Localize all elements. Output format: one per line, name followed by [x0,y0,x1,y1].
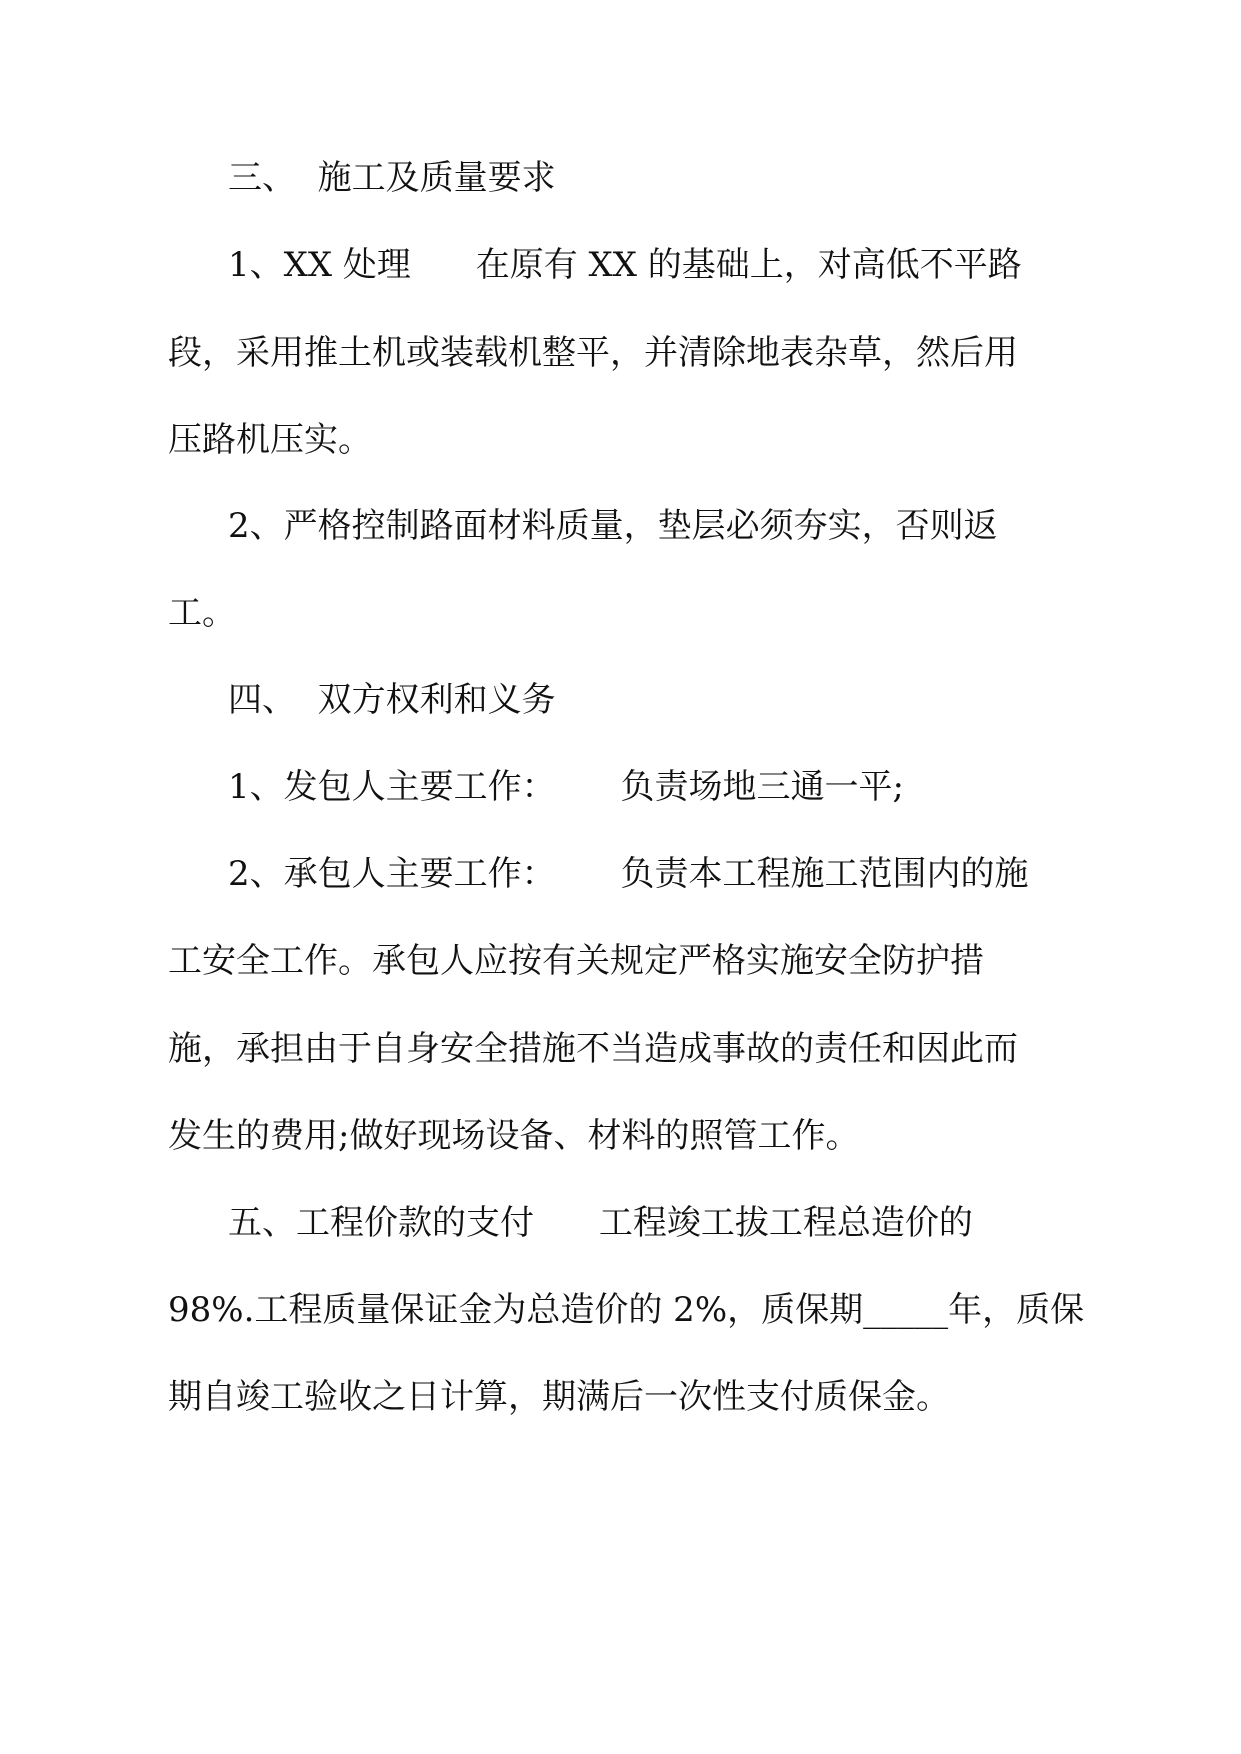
section-4-heading: 四、 双方权利和义务 [228,680,556,720]
section-4-item-1-line-1: 1、发包人主要工作： 负责场地三通一平; [228,767,904,807]
section-4-item-2-line-4: 发生的费用;做好现场设备、材料的照管工作。 [168,1116,860,1156]
section-3-item-1-line-3: 压路机压实。 [168,420,372,460]
section-4-item-2-line-1: 2、承包人主要工作： 负责本工程施工范围内的施 [228,854,1029,894]
section-3-item-2-line-1: 2、严格控制路面材料质量，垫层必须夯实，否则返 [228,506,998,546]
section-5-line-2: 98%.工程质量保证金为总造价的 2%，质保期_____年，质保 [168,1290,1085,1330]
section-4-item-2-line-2: 工安全工作。承包人应按有关规定严格实施安全防护措 [168,941,984,981]
section-3-item-1-line-2: 段，采用推土机或装载机整平，并清除地表杂草，然后用 [168,333,1018,373]
section-5-line-3: 期自竣工验收之日计算，期满后一次性支付质保金。 [168,1377,950,1417]
section-3-item-1-line-1: 1、XX 处理 在原有 XX 的基础上，对高低不平路 [228,245,1022,285]
section-4-item-2-line-3: 施，承担由于自身安全措施不当造成事故的责任和因此而 [168,1029,1018,1069]
section-3-heading: 三、 施工及质量要求 [228,158,556,198]
section-5-line-1: 五、工程价款的支付 工程竣工拔工程总造价的 [228,1203,973,1243]
section-3-item-2-line-2: 工。 [168,593,236,633]
